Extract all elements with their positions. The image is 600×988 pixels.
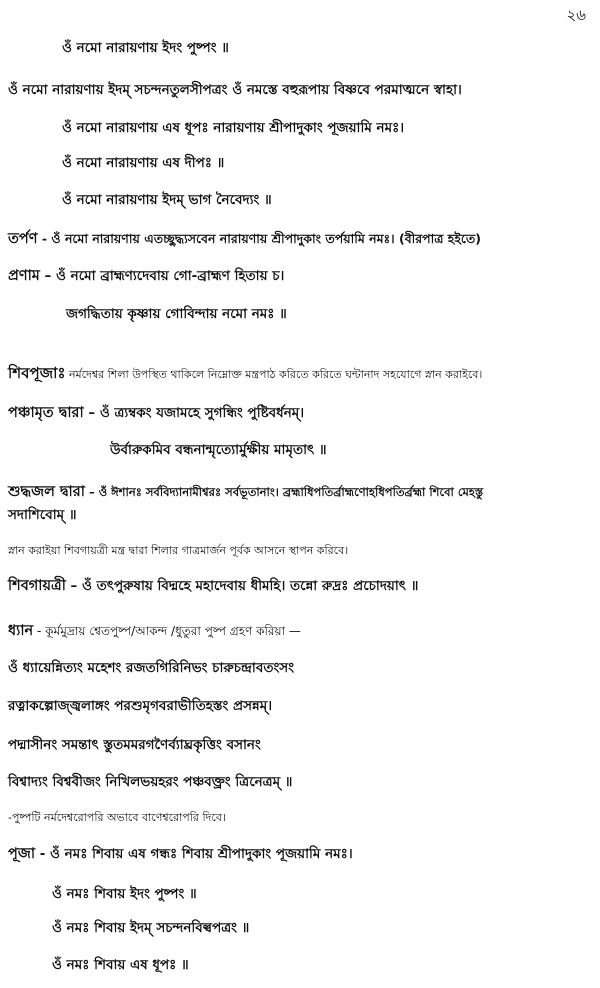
line-text: - ওঁ নমো নারায়ণায় এতচ্ছুদ্ধ্যসবেন নারায়ণায় শ্রীপাদুকাং তর্পয়ামি নমঃ। (বীরপাত্র হইতে) xyxy=(37,231,481,246)
puja-heading: পূজা xyxy=(8,846,36,862)
pranam-line-2 xyxy=(66,306,287,322)
tarpan-heading: তর্পণ xyxy=(8,231,38,247)
mantra-line-lamp xyxy=(62,155,224,171)
line-text: – ওঁ নমো ব্রাহ্মণ্যদেবায় গো-ব্রাহ্মণ হিতায় চ। xyxy=(39,268,285,284)
line-text: - কূর্মমুদ্রায় শ্বেতপুষ্প/আকন্দ /ধুতুরা পুষ্প গ্রহণ করিয়া — xyxy=(33,624,301,638)
shivpuja-line xyxy=(8,365,482,383)
line-text: উর্বারুকমিব বন্ধনান্মৃত্যোর্মুক্ষীয় মামৃতাৎ ॥ xyxy=(110,442,327,458)
panchamrita-line xyxy=(8,405,304,421)
shivgayatri-line xyxy=(8,578,418,594)
puja-incense-line xyxy=(52,957,189,973)
page-number: ২৬ xyxy=(566,6,586,24)
line-text: – ওঁ ঈশানঃ সর্ববিদ্যানামীশ্বরঃ সর্বভূতানাং। ব্রহ্মাধিপতির্ব্রাহ্মণোহধিপতির্ব্রহ্মা শিবো মেহস্তু xyxy=(84,485,484,499)
line-text: – ওঁ ত্র্যম্বকং যজামহে সুগন্ধিং পুষ্টিবর্ধনম্। xyxy=(83,405,305,421)
mantra-line-flower xyxy=(62,40,229,56)
line-text: ওঁ নমো নারায়ণায় এষ দীপঃ ॥ xyxy=(62,155,225,171)
panchamrita-heading: পঞ্চামৃত দ্বারা xyxy=(8,405,84,421)
flower-instruction xyxy=(8,810,226,826)
line-text: জগদ্ধিতায় কৃষ্ণায় গোবিন্দায় নমো নমঃ ॥ xyxy=(66,306,287,322)
dhyan-verse-4 xyxy=(8,774,292,790)
line-text: ওঁ নমো নারায়ণায় এষ ধূপঃ নারায়ণায় শ্রীপাদুকাং পূজয়ামি নমঃ। xyxy=(62,120,405,136)
line-text: ওঁ নমো নারায়ণায় ইদম্ সচন্দনতুলসীপত্রং ওঁ নমস্তে বহুরূপায় বিষ্ণবে পরমাত্মনে স্বাহা। xyxy=(8,82,462,98)
line-text: ওঁ নমঃ শিবায় ইদং পুষ্পং ॥ xyxy=(52,886,197,902)
dhyan-verse-3 xyxy=(8,737,261,753)
snan-instruction xyxy=(8,543,348,559)
dhyan-heading: ধ্যান xyxy=(8,623,34,639)
shivgayatri-heading: শিবগায়ত্রী xyxy=(8,578,66,594)
panchamrita-line-2 xyxy=(110,442,327,458)
line-text: ওঁ নমঃ শিবায় এষ ধূপঃ ॥ xyxy=(52,957,189,973)
shuddhajal-line xyxy=(8,484,483,500)
line-text: – ওঁ তৎপুরুষায় বিদ্মহে মহাদেবায় ধীমহি। তন্নো রুদ্রঃ প্রচোদয়াৎ ॥ xyxy=(65,578,419,594)
dhyan-verse-2 xyxy=(8,698,272,714)
line-text: বিশ্বাদ্যং বিশ্ববীজং নিখিলভয়হরং পঞ্চবক্ত্রং ত্রিনেত্রম্ ॥ xyxy=(8,774,293,790)
mantra-line-naivedya xyxy=(62,192,272,208)
dhyan-line xyxy=(8,623,301,639)
line-text: রত্নাকল্পোজ্জ্বলাঙ্গং পরশুমৃগবরাভীতিহস্তং প্রসন্নম্। xyxy=(8,698,273,714)
shivpuja-heading: শিবপূজাঃ xyxy=(8,364,66,382)
line-text: -পুষ্পটি নর্মদেশ্বরোপরি অভাবে বাণেশ্বরোপরি দিবে। xyxy=(8,811,226,824)
line-text: সদাশিবোম্ ॥ xyxy=(8,507,77,523)
dhyan-verse-1 xyxy=(8,660,294,676)
line-text: ওঁ নমো নারায়ণায় ইদং পুষ্পং ॥ xyxy=(62,40,229,56)
shuddhajal-heading: শুদ্ধজল দ্বারা xyxy=(8,484,85,500)
mantra-line-tulsi xyxy=(8,82,462,98)
tarpan-line xyxy=(8,231,481,247)
line-text: নর্মদেশ্বর শিলা উপস্থিত থাকিলে নিম্নোক্ত মন্ত্রপাঠ করিতে করিতে ঘন্টানাদ সহযোগে স্নান করাইবে। xyxy=(65,368,483,381)
line-text: স্নান করাইয়া শিবগায়ত্রী মন্ত্র দ্বারা শিলার গাত্রমার্জন পূর্বক আসনে স্থাপন করিবে। xyxy=(8,544,349,557)
line-text: পদ্মাসীনং সমন্তাৎ স্তুতমমরগণৈর্ব্যাঘ্রকৃত্তিং বসানং xyxy=(8,737,261,753)
pranam-line xyxy=(8,268,284,284)
pranam-heading: প্রণাম xyxy=(8,268,40,284)
shuddhajal-line-2 xyxy=(8,507,76,523)
line-text: ওঁ নমো নারায়ণায় ইদম্ ভাগ নৈবেদ্যং ॥ xyxy=(62,192,272,208)
line-text: - ওঁ নমঃ শিবায় এষ গন্ধঃ শিবায় শ্রীপাদুকাং পূজয়ামি নমঃ। xyxy=(35,846,353,862)
puja-flower-line xyxy=(52,886,197,902)
mantra-line-incense xyxy=(62,120,404,136)
puja-bilva-line xyxy=(52,920,249,936)
line-text: ওঁ নমঃ শিবায় ইদম্ সচন্দনবিল্বপত্রং ॥ xyxy=(52,920,250,936)
line-text: ওঁ ধ্যায়েন্নিত্যং মহেশং রজতগিরিনিভং চারুচন্দ্রাবতংসং xyxy=(8,660,295,676)
puja-line xyxy=(8,846,353,862)
